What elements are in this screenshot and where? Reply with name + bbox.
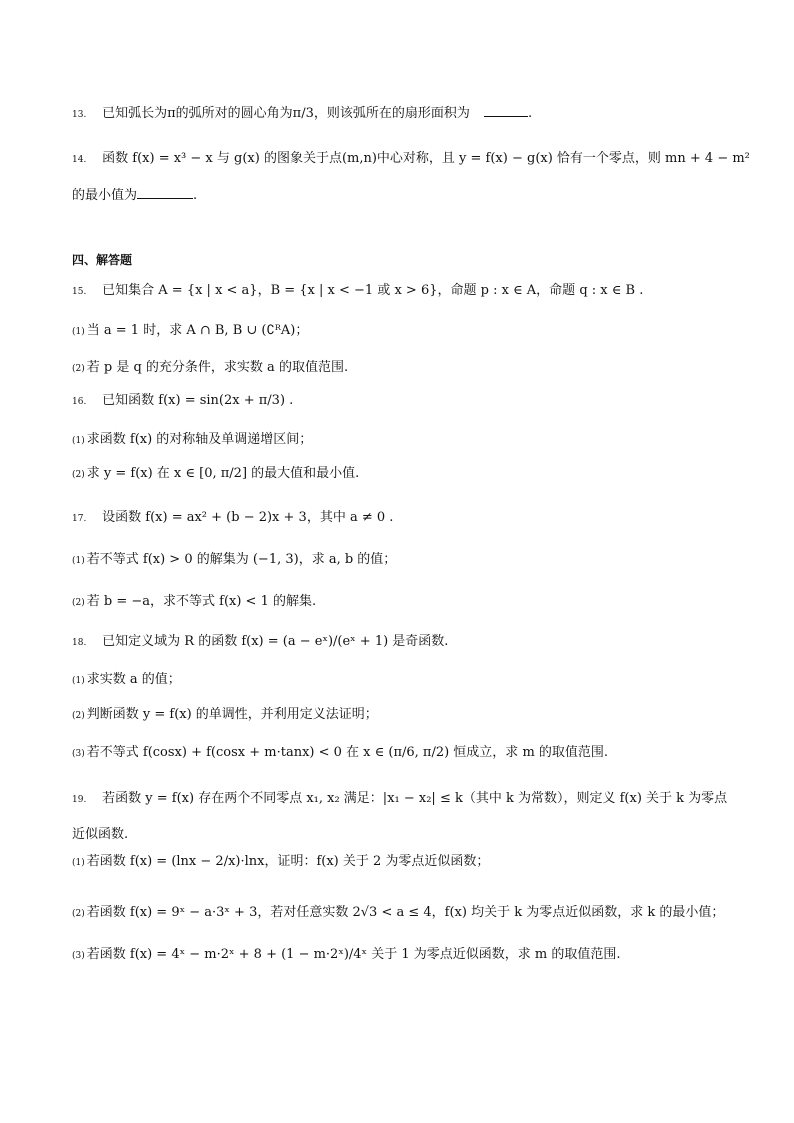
question-17 — [72, 509, 754, 528]
question-text: 的最小值为 — [72, 188, 138, 203]
question-19-part-1: (1) 若函数 f(x) = (lnx − 2/x)·lnx，证明：f(x) 关于 2 为零点近似函数； — [72, 854, 490, 869]
question-text: 函数 f(x) = x³ − x 与 g(x) 的图象关于点(m,n)中心对称，且 y = f(x) − g(x) 恰有一个零点，则 mn + 4 − m² — [102, 151, 750, 166]
question-text: 近似函数. — [72, 827, 129, 842]
answer-blank — [137, 186, 193, 199]
question-14 — [72, 150, 754, 169]
question-19-cont — [72, 826, 754, 844]
question-17-part-1: (1) 若不等式 f(x) > 0 的解集为 (−1, 3)，求 a, b 的值； — [72, 552, 397, 567]
question-number: 16. — [72, 397, 87, 407]
question-18-part-1: (1) 求实数 a 的值； — [72, 672, 181, 687]
question-number: 18. — [72, 638, 87, 648]
question-19 — [72, 790, 754, 809]
question-18 — [72, 633, 754, 652]
question-number: 17. — [72, 514, 87, 524]
question-16 — [72, 392, 754, 411]
question-text: 若函数 y = f(x) 存在两个不同零点 x₁, x₂ 满足：|x₁ − x₂| ≤ k（其中 k 为常数），则定义 f(x) 关于 k 为零点 — [102, 791, 728, 806]
question-18-part-3: (3) 若不等式 f(cosx) + f(cosx + m·tanx) < 0 在 x ∈ (π/6, π/2) 恒成立，求 m 的取值范围. — [72, 745, 609, 760]
answer-blank — [484, 104, 528, 117]
section-title: 四、解答题 — [72, 253, 133, 267]
question-14-cont: 的最小值为 . — [72, 188, 198, 203]
question-19-part-2: (2) 若函数 f(x) = 9ˣ − a·3ˣ + 3，若对任意实数 2√3 < a ≤ 4，f(x) 均关于 k 为零点近似函数，求 k 的最小值； — [72, 905, 725, 920]
question-text: 已知集合 A = {x | x < a}，B = {x | x < −1 或 x > 6}，命题 p : x ∈ A，命题 q : x ∈ B . — [102, 283, 644, 298]
question-19-part-3: (3) 若函数 f(x) = 4ˣ − m·2ˣ + 8 + (1 − m·2ˣ)/4ˣ 关于 1 为零点近似函数，求 m 的取值范围. — [72, 947, 621, 962]
question-15 — [72, 282, 754, 301]
question-number: 15. — [72, 287, 87, 297]
question-number: 19. — [72, 795, 87, 805]
question-text: 已知弧长为π的弧所对的圆心角为π/3，则该弧所在的扇形面积为 — [102, 106, 470, 121]
question-15-part-1: (1) 当 a = 1 时，求 A ∩ B, B ∪ (∁ᴿA)； — [72, 323, 309, 338]
question-number: 14. — [72, 155, 87, 165]
question-13: 13. 已知弧长为π的弧所对的圆心角为π/3，则该弧所在的扇形面积为 . — [72, 104, 754, 124]
question-15-part-2: (2) 若 p 是 q 的充分条件，求实数 a 的取值范围. — [72, 360, 349, 375]
question-number: 13. — [72, 110, 87, 120]
question-18-part-2: (2) 判断函数 y = f(x) 的单调性，并利用定义法证明； — [72, 707, 378, 722]
question-text: 已知函数 f(x) = sin(2x + π/3) . — [102, 393, 294, 408]
question-17-part-2: (2) 若 b = −a，求不等式 f(x) < 1 的解集. — [72, 594, 317, 609]
question-16-part-2: (2) 求 y = f(x) 在 x ∈ [0, π/2] 的最大值和最小值. — [72, 466, 360, 481]
question-text: 设函数 f(x) = ax² + (b − 2)x + 3，其中 a ≠ 0 . — [102, 510, 394, 525]
question-16-part-1: (1) 求函数 f(x) 的对称轴及单调递增区间； — [72, 432, 313, 447]
question-text: 已知定义域为 R 的函数 f(x) = (a − eˣ)/(eˣ + 1) 是奇函数. — [102, 634, 449, 649]
